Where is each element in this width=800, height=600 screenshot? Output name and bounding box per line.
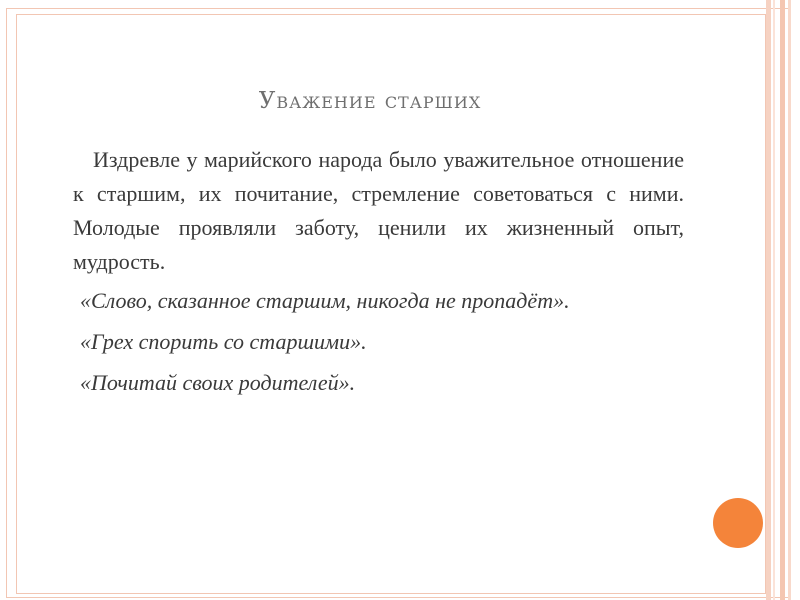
decorative-stripe <box>773 0 775 600</box>
body-paragraph: Издревле у марийского народа было уважительное отношение к старшим, их почитание, стремление советоваться с ними. Молодые проявляли заботу, ценили их жизненный опыт, мудрость. <box>73 147 684 274</box>
decorative-circle <box>713 498 763 548</box>
decorative-stripe <box>780 0 785 600</box>
slide-title: Уважение старших <box>258 88 482 114</box>
decorative-stripe <box>788 0 791 600</box>
decorative-stripe <box>766 0 771 600</box>
proverb-quote: «Слово, сказанное старшим, никогда не пропадёт». <box>80 288 570 313</box>
slide-body <box>73 143 684 404</box>
proverb-quote: «Почитай своих родителей». <box>80 370 356 395</box>
proverb-quote: «Грех спорить со старшими». <box>80 329 367 354</box>
